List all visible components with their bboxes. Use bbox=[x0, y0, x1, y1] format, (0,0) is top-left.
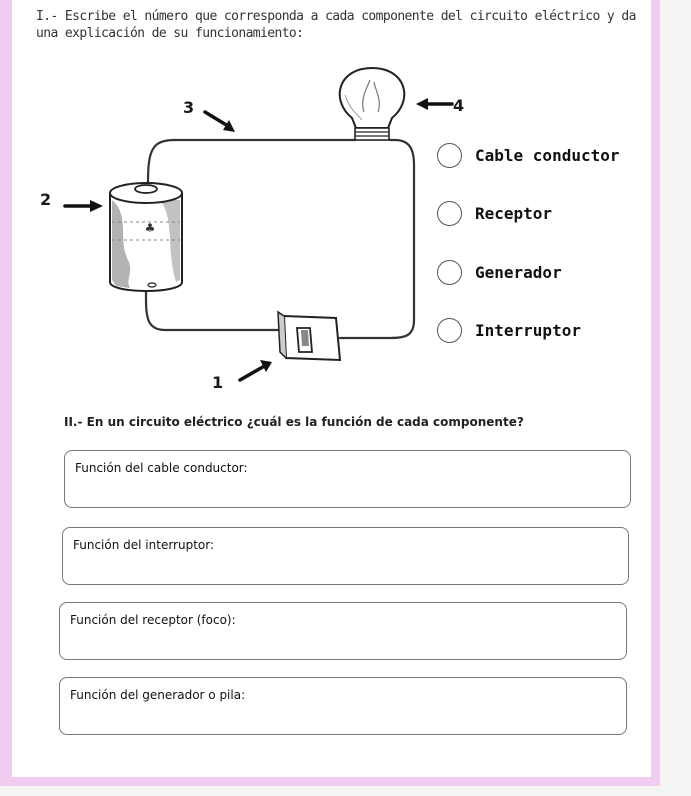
option-label: Receptor bbox=[475, 203, 553, 223]
answer-circle[interactable] bbox=[437, 143, 462, 168]
callout-number-4: 4 bbox=[453, 96, 465, 115]
svg-text:♣: ♣ bbox=[144, 221, 156, 235]
bottom-background bbox=[0, 786, 691, 796]
battery-icon bbox=[110, 183, 182, 291]
answer-box-label: Función del receptor (foco): bbox=[70, 613, 236, 627]
option-interruptor[interactable] bbox=[437, 316, 667, 344]
page-frame-bottom bbox=[0, 777, 660, 786]
answer-box-generador[interactable] bbox=[59, 677, 627, 735]
answer-circle[interactable] bbox=[437, 260, 462, 285]
circuit-wire bbox=[146, 140, 414, 338]
arrow-4-head bbox=[416, 98, 428, 110]
arrow-3-icon bbox=[205, 112, 228, 126]
answer-box-interruptor[interactable] bbox=[62, 527, 629, 585]
answer-box-label: Función del cable conductor: bbox=[75, 461, 248, 475]
option-generador[interactable] bbox=[437, 258, 667, 286]
callout-number-2: 2 bbox=[40, 190, 52, 209]
option-label: Interruptor bbox=[475, 320, 581, 340]
question-2-text: II.- En un circuito eléctrico ¿cuál es la función de cada componente? bbox=[64, 415, 524, 429]
answer-box-cable[interactable] bbox=[64, 450, 631, 508]
question-1-text: I.- Escribe el número que corresponda a cada componente del circuito eléctrico y da una explicación de su funcionamiento: bbox=[36, 9, 636, 41]
answer-box-label: Función del interruptor: bbox=[73, 538, 215, 552]
answer-box-receptor[interactable] bbox=[59, 602, 627, 660]
svg-text:·: · bbox=[74, 75, 76, 82]
answer-circle[interactable] bbox=[437, 201, 462, 226]
light-bulb-icon bbox=[340, 68, 405, 140]
option-receptor[interactable] bbox=[437, 199, 667, 227]
answer-circle[interactable] bbox=[437, 318, 462, 343]
option-label: Cable conductor bbox=[475, 145, 620, 165]
option-label: Generador bbox=[475, 262, 562, 282]
option-cable-conductor[interactable] bbox=[437, 141, 667, 169]
arrow-2-head bbox=[90, 200, 103, 212]
answer-box-label: Función del generador o pila: bbox=[70, 688, 246, 702]
callout-number-1: 1 bbox=[212, 373, 224, 392]
callout-number-3: 3 bbox=[183, 98, 195, 117]
switch-icon bbox=[278, 312, 340, 360]
